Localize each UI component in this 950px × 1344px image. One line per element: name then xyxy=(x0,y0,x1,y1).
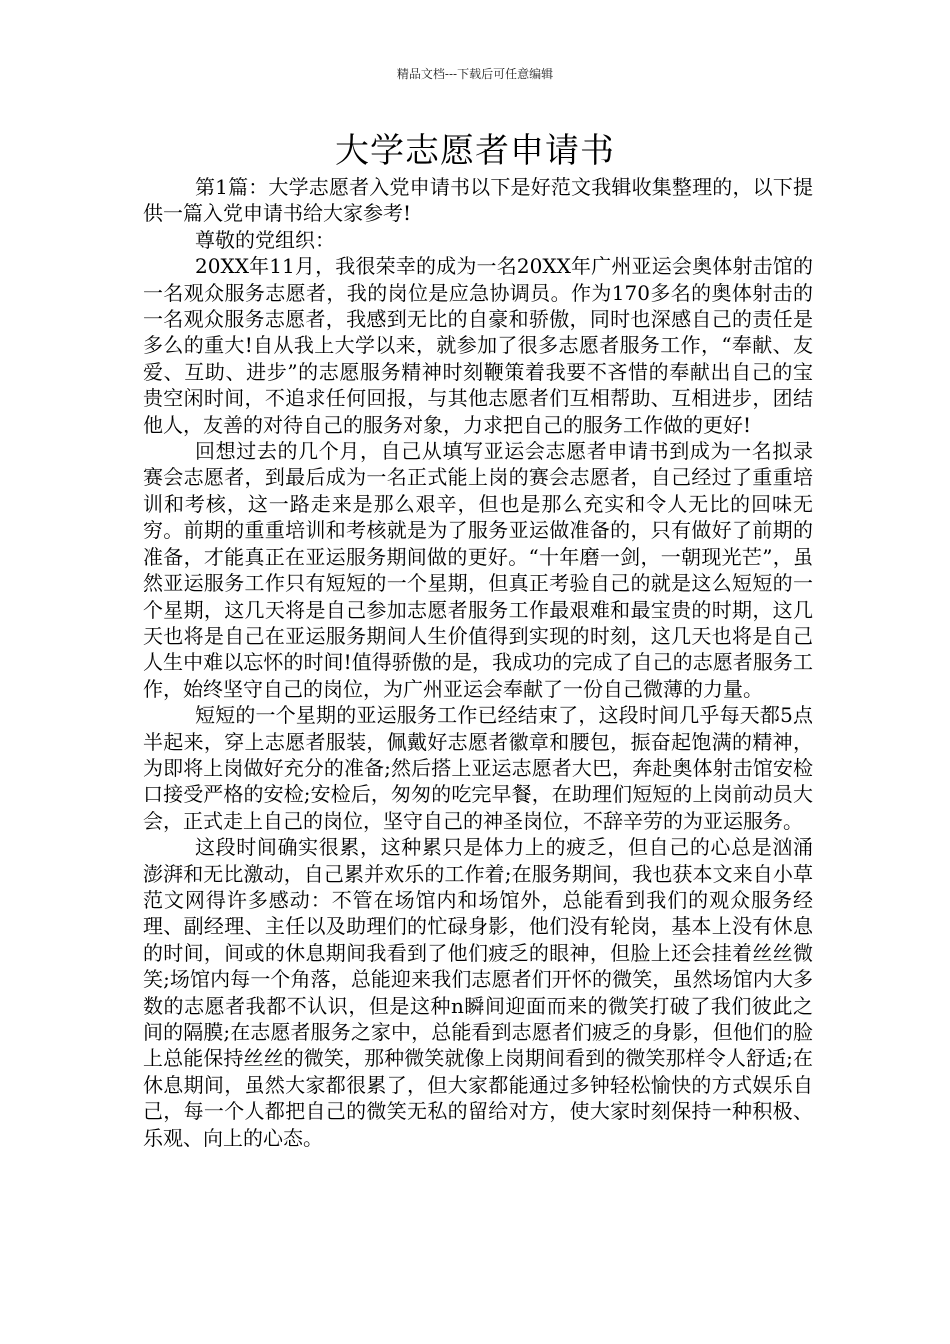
paragraph-body: 回想过去的几个月，自己从填写亚运会志愿者申请书到成为一名拟录赛会志愿者，到最后成为一名正式能上岗的赛会志愿者，自己经过了重重培训和考核，这一路走来是那么艰辛，但也是那么充实和令人无比的回味无穷。前期的重重培训和考核就是为了服务亚运做准备的，只有做好了前期的准备，才能真正在亚运服务期间做的更好。“十年磨一剑，一朝现光芒”，虽然亚运服务工作只有短短的一个星期，但真正考验自己的就是这么短短的一个星期，这几天将是自己参加志愿者服务工作最艰难和最宝贵的时期，这几天也将是自己在亚运服务期间人生价值得到实现的时刻，这几天也将是自己人生中难以忘怀的时间!值得骄傲的是，我成功的完成了自己的志愿者服务工作，始终坚守自己的岗位，为广州亚运会奉献了一份自己微薄的力量。 xyxy=(143,439,813,701)
header-note: 精品文档---下载后可任意编辑 xyxy=(396,67,554,81)
paragraph-salutation: 尊敬的党组织： xyxy=(195,227,335,252)
paragraph-intro: 第1篇：大学志愿者入党申请书以下是好范文我辑收集整理的，以下提供一篇入党申请书给大家参考! xyxy=(143,175,813,226)
paragraph-body: 20XX年11月，我很荣幸的成为一名20XX年广州亚运会奥体射击馆的一名观众服务志愿者，我的岗位是应急协调员。作为170多名的奥体射击的一名观众服务志愿者，我感到无比的自豪和骄傲，同时也深感自己的责任是多么的重大!自从我上大学以来，就参加了很多志愿者服务工作，“奉献、友爱、互助、进步”的志愿服务精神时刻鞭策着我要不吝惜的奉献出自己的宝贵空闲时间，不追求任何回报，与其他志愿者们互相帮助、互相进步，团结他人，友善的对待自己的服务对象，力求把自己的服务工作做的更好! xyxy=(143,254,813,437)
paragraph-body: 这段时间确实很累，这种累只是体力上的疲乏，但自己的心总是汹涌澎湃和无比激动，自己累并欢乐的工作着;在服务期间，我也获本文来自小草范文网得许多感动：不管在场馆内和场馆外，总能看到我们的观众服务经理、副经理、主任以及助理们的忙碌身影，他们没有轮岗，基本上没有休息的时间，间或的休息期间我看到了他们疲乏的眼神，但脸上还会挂着丝丝微笑;场馆内每一个角落，总能迎来我们志愿者们开怀的微笑，虽然场馆内大多数的志愿者我都不认识，但是这种n瞬间迎面而来的微笑打破了我们彼此之间的隔膜;在志愿者服务之家中，总能看到志愿者们疲乏的身影，但他们的脸上总能保持丝丝的微笑，那种微笑就像上岗期间看到的微笑那样令人舒适;在休息期间，虽然大家都很累了，但大家都能通过多钟轻松愉快的方式娱乐自己，每一个人都把自己的微笑无私的留给对方，使大家时刻保持一种积极、乐观、向上的心态。 xyxy=(143,835,813,1150)
document-body xyxy=(143,174,813,1151)
paragraph-body: 短短的一个星期的亚运服务工作已经结束了，这段时间几乎每天都5点半起来，穿上志愿者服装，佩戴好志愿者徽章和腰包，振奋起饱满的精神，为即将上岗做好充分的准备;然后搭上亚运志愿者大巴，奔赴奥体射击馆安检口接受严格的安检;安检后，匆匆的吃完早餐，在助理们短短的上岗前动员大会，正式走上自己的岗位，坚守自己的神圣岗位，不辞辛劳的为亚运服务。 xyxy=(143,703,813,833)
document-title: 大学志愿者申请书 xyxy=(335,131,615,171)
